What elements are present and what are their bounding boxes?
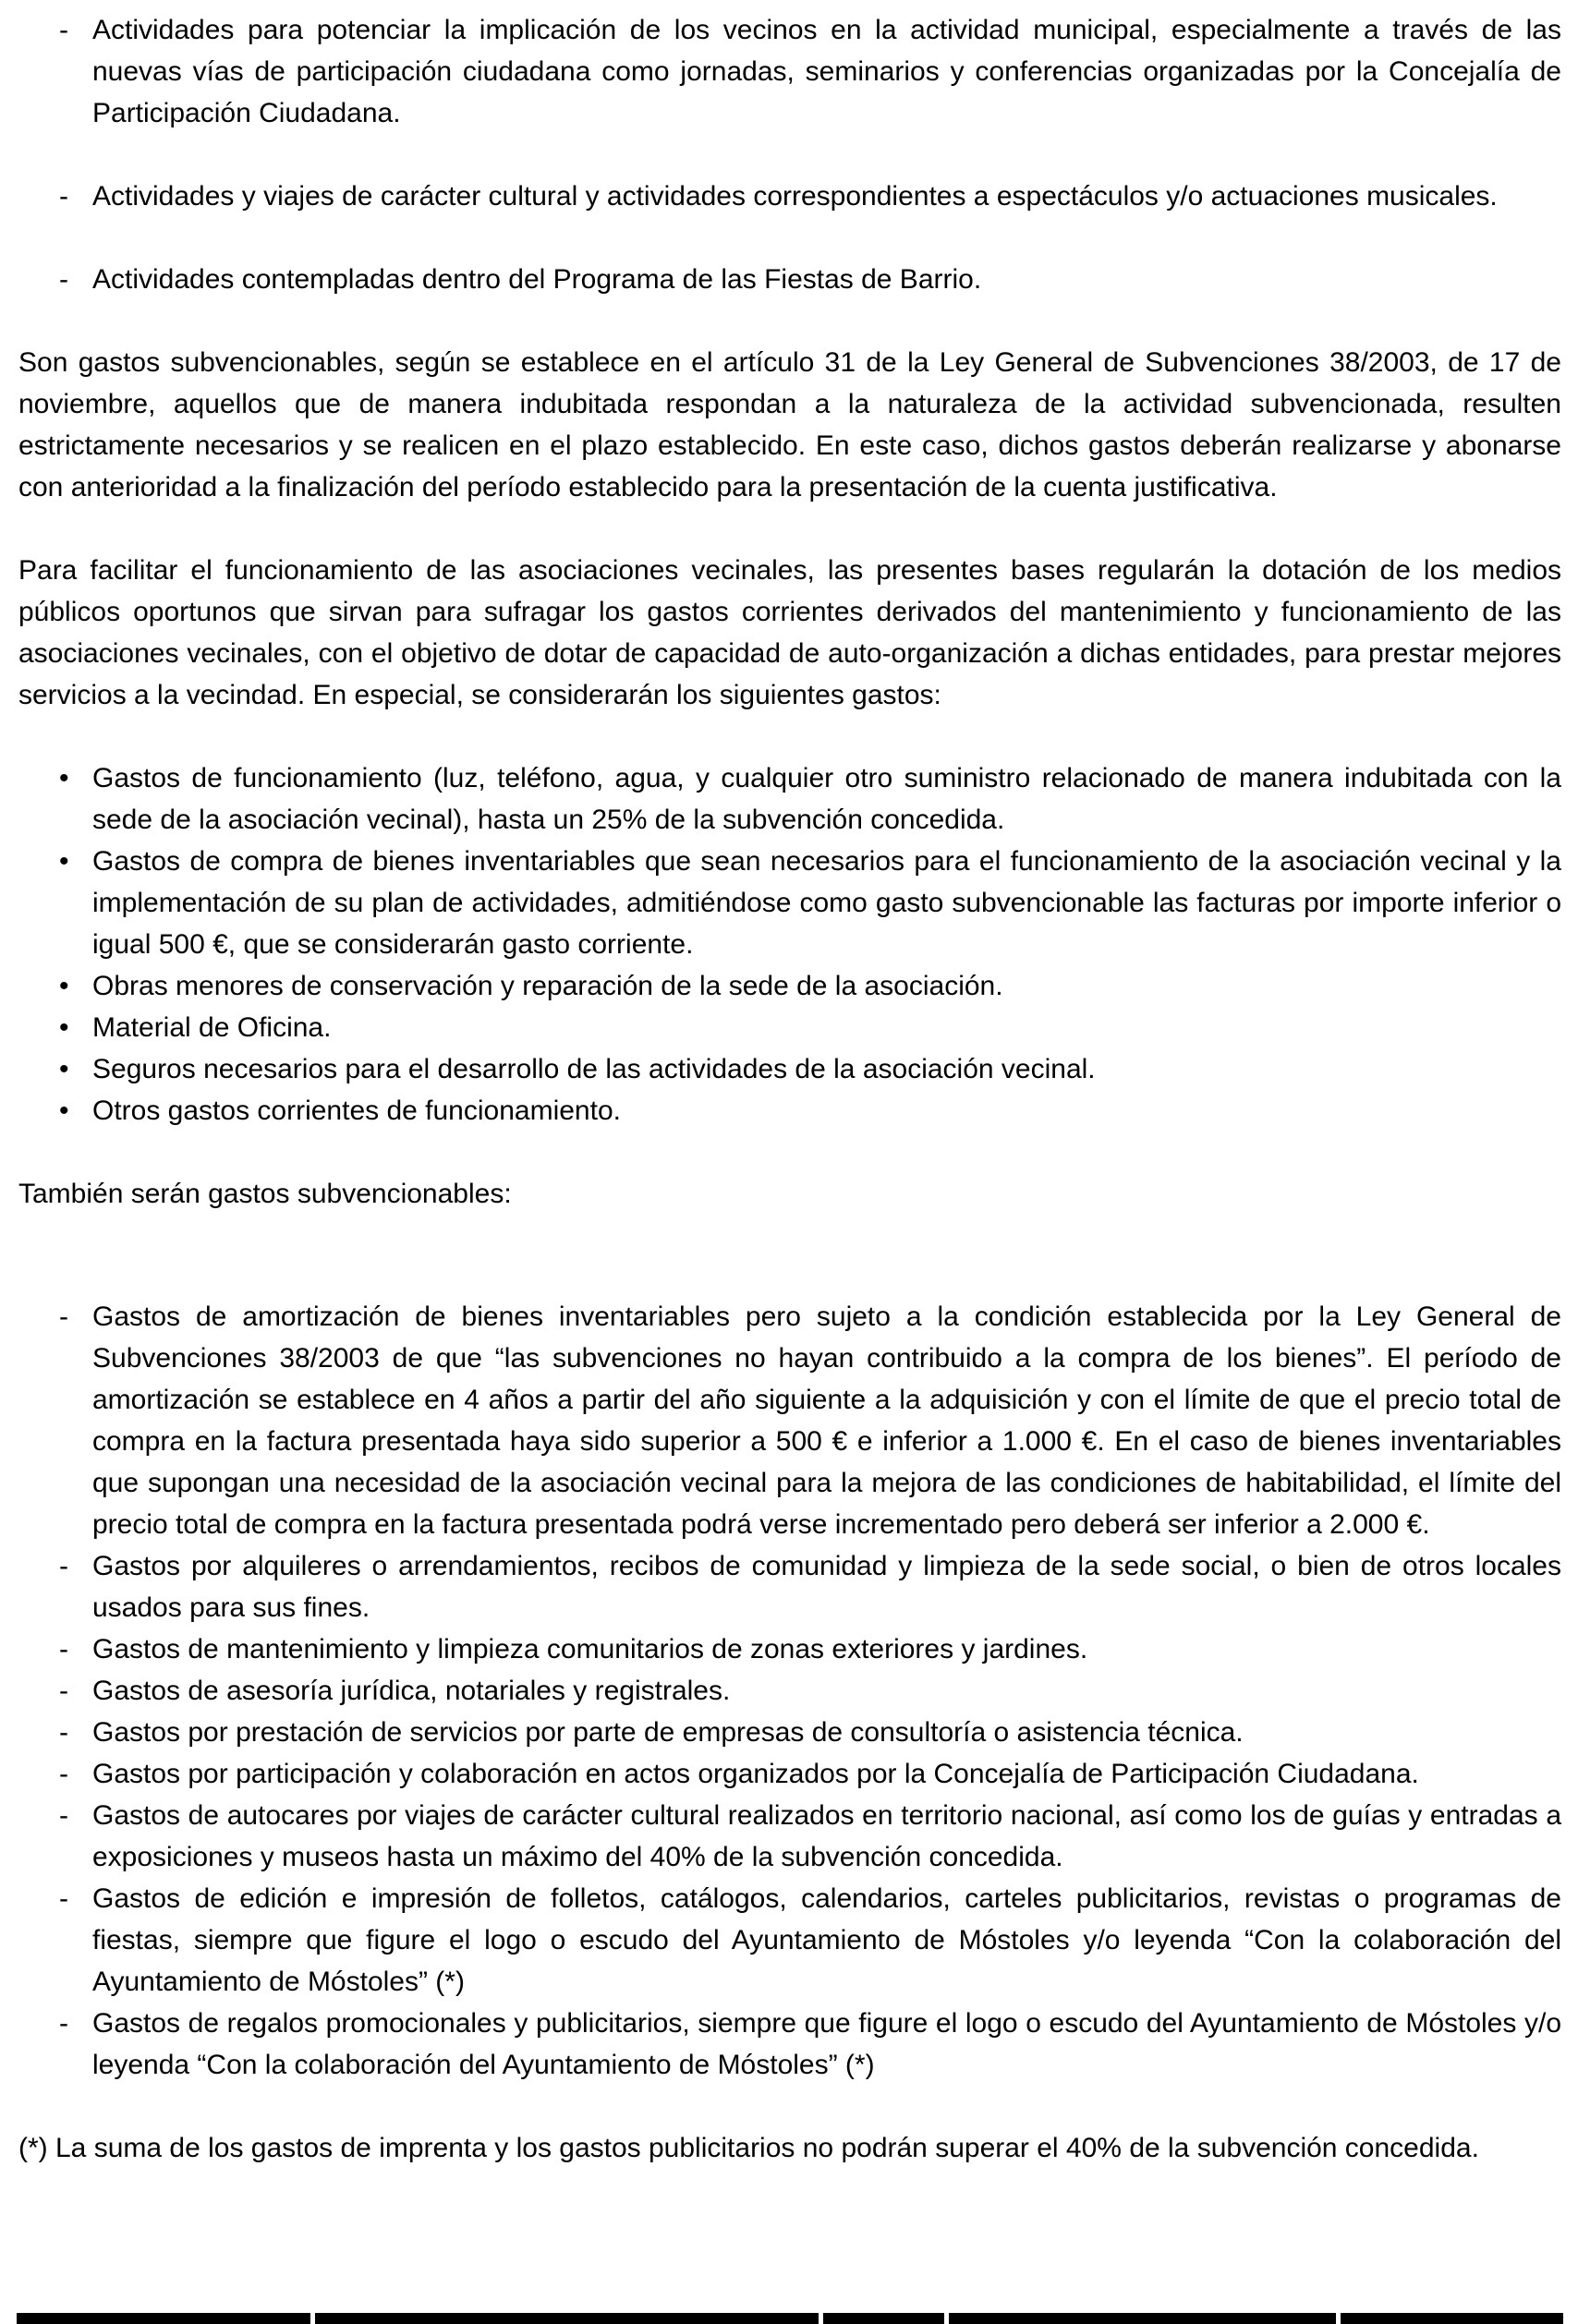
paragraph-facilitar-funcionamiento: Para facilitar el funcionamiento de las asociaciones vecinales, las presentes bases regularán la dotación de los medios públicos oportunos que sirvan para sufragar los gastos corrientes derivados del mantenimiento y funcionamiento de las asociaciones vecinales, con el objetivo de dotar de capacidad de auto-organización a dichas entidades, para prestar mejores servicios a la vecindad. En especial, se considerarán los siguientes gastos:	[18, 555, 1561, 710]
list-item	[18, 1090, 1561, 1132]
footnote-asterisk: (*) La suma de los gastos de imprenta y los gastos publicitarios no podrán superar el 40% de la subvención concedida.	[18, 2133, 1479, 2163]
paragraph-gastos-subvencionables: Son gastos subvencionables, según se establece en el artículo 31 de la Ley General de Subvenciones 38/2003, de 17 de noviembre, aquellos que de manera indubitada respondan a la naturaleza de la actividad subvencionada, resulten estrictamente necesarios y se realicen en el plazo establecido. En este caso, dichos gastos deberán realizarse y abonarse con anterioridad a la finalización del período establecido para la presentación de la cuenta justificativa.	[18, 347, 1561, 502]
list-item	[18, 757, 1561, 841]
list-item-text: Gastos de mantenimiento y limpieza comunitarios de zonas exteriores y jardines.	[92, 1634, 1088, 1664]
bullet-marker: •	[59, 763, 69, 793]
list-item-text: Gastos de autocares por viajes de carácter cultural realizados en territorio nacional, así como los de guías y entradas a exposiciones y museos hasta un máximo del 40% de la subvención concedida.	[92, 1800, 1561, 1872]
bullet-marker: •	[59, 846, 69, 877]
dash-marker: -	[59, 1301, 68, 1332]
list-item	[18, 176, 1561, 217]
list-item	[18, 1007, 1561, 1048]
list-item	[18, 1296, 1561, 1545]
list-item-text: Gastos de regalos promocionales y publicitarios, siempre que figure el logo o escudo del Ayuntamiento de Móstoles y/o leyenda “Con la colaboración del Ayuntamiento de Móstoles” (*)	[92, 2008, 1561, 2080]
table-column-divider	[1336, 2313, 1341, 2324]
list-item	[18, 1048, 1561, 1090]
list-item-text: Gastos de amortización de bienes inventariables pero sujeto a la condición establecida por la Ley General de Subvenciones 38/2003 de que “las subvenciones no hayan contribuido a la compra de los bienes”. El período de amortización se establece en 4 años a partir del año siguiente a la adquisición y con el límite de que el precio total de compra en la factura presentada haya sido superior a 500 € e inferior a 1.000 €. En el caso de bienes inventariables que supongan una necesidad de la asociación vecinal para la mejora de las condiciones de habitabilidad, el límite del precio total de compra en la factura presentada podrá verse incrementado pero deberá ser inferior a 2.000 €.	[92, 1301, 1561, 1540]
list-item	[18, 259, 1561, 300]
list-item-text: Gastos de edición e impresión de folletos, catálogos, calendarios, carteles publicitarios, revistas o programas de fiestas, siempre que figure el logo o escudo del Ayuntamiento de Móstoles y/o leyenda “Con la colaboración del Ayuntamiento de Móstoles” (*)	[92, 1883, 1561, 1997]
bullet-list-gastos	[18, 757, 1561, 1132]
list-item-text: Gastos de funcionamiento (luz, teléfono, agua, y cualquier otro suministro relacionado de manera indubitada con la sede de la asociación vecinal), hasta un 25% de la subvención concedida.	[92, 763, 1561, 835]
dash-marker: -	[59, 264, 68, 295]
dash-marker: -	[59, 181, 68, 212]
dash-marker: -	[59, 15, 68, 45]
dash-marker: -	[59, 1634, 68, 1664]
list-item-text: Material de Oficina.	[92, 1012, 332, 1043]
list-item	[18, 1753, 1561, 1795]
dash-marker: -	[59, 1800, 68, 1831]
list-item	[18, 1628, 1561, 1670]
dash-marker: -	[59, 1551, 68, 1581]
list-item-text: Actividades para potenciar la implicación de los vecinos en la actividad municipal, especialmente a través de las nuevas vías de participación ciudadana como jornadas, seminarios y conferencias organizadas por la Concejalía de Participación Ciudadana.	[92, 15, 1561, 128]
paragraph-tambien-subvencionables: También serán gastos subvencionables:	[18, 1179, 512, 1209]
dash-marker: -	[59, 1759, 68, 1789]
list-item-text: Gastos por participación y colaboración en actos organizados por la Concejalía de Participación Ciudadana.	[92, 1759, 1419, 1789]
dash-list-gastos	[18, 1296, 1561, 2086]
list-item	[18, 841, 1561, 965]
table-top-edge	[17, 2313, 1563, 2324]
table-column-divider	[819, 2313, 823, 2324]
list-item-text: Actividades y viajes de carácter cultural y actividades correspondientes a espectáculos y/o actuaciones musicales.	[92, 181, 1498, 212]
list-item-text: Obras menores de conservación y reparación de la sede de la asociación.	[92, 971, 1003, 1001]
dash-marker: -	[59, 1676, 68, 1706]
list-item	[18, 2003, 1561, 2086]
list-item-text: Actividades contempladas dentro del Programa de las Fiestas de Barrio.	[92, 264, 982, 295]
list-item	[18, 1878, 1561, 2003]
list-item	[18, 1670, 1561, 1712]
list-item	[18, 965, 1561, 1007]
list-item-text: Gastos de asesoría jurídica, notariales y registrales.	[92, 1676, 731, 1706]
list-item-text: Gastos por prestación de servicios por parte de empresas de consultoría o asistencia técnica.	[92, 1717, 1244, 1748]
list-item	[18, 1795, 1561, 1878]
dash-marker: -	[59, 2008, 68, 2039]
dash-marker: -	[59, 1717, 68, 1748]
list-item	[18, 1712, 1561, 1753]
table-column-divider	[310, 2313, 315, 2324]
bullet-marker: •	[59, 971, 69, 1001]
list-item-text: Gastos por alquileres o arrendamientos, recibos de comunidad y limpieza de la sede social, o bien de otros locales usados para sus fines.	[92, 1551, 1561, 1623]
list-item	[18, 9, 1561, 134]
dash-marker: -	[59, 1883, 68, 1914]
table-column-divider	[944, 2313, 949, 2324]
list-item-text: Otros gastos corrientes de funcionamiento.	[92, 1095, 621, 1126]
bullet-marker: •	[59, 1012, 69, 1043]
list-item	[18, 1545, 1561, 1628]
bullet-marker: •	[59, 1095, 69, 1126]
bullet-marker: •	[59, 1054, 69, 1084]
intro-dash-list	[18, 9, 1561, 300]
document-page	[18, 9, 1561, 2169]
list-item-text: Gastos de compra de bienes inventariables que sean necesarios para el funcionamiento de la asociación vecinal y la implementación de su plan de actividades, admitiéndose como gasto subvencionable las facturas por importe inferior o igual 500 €, que se considerarán gasto corriente.	[92, 846, 1561, 960]
list-item-text: Seguros necesarios para el desarrollo de las actividades de la asociación vecinal.	[92, 1054, 1096, 1084]
